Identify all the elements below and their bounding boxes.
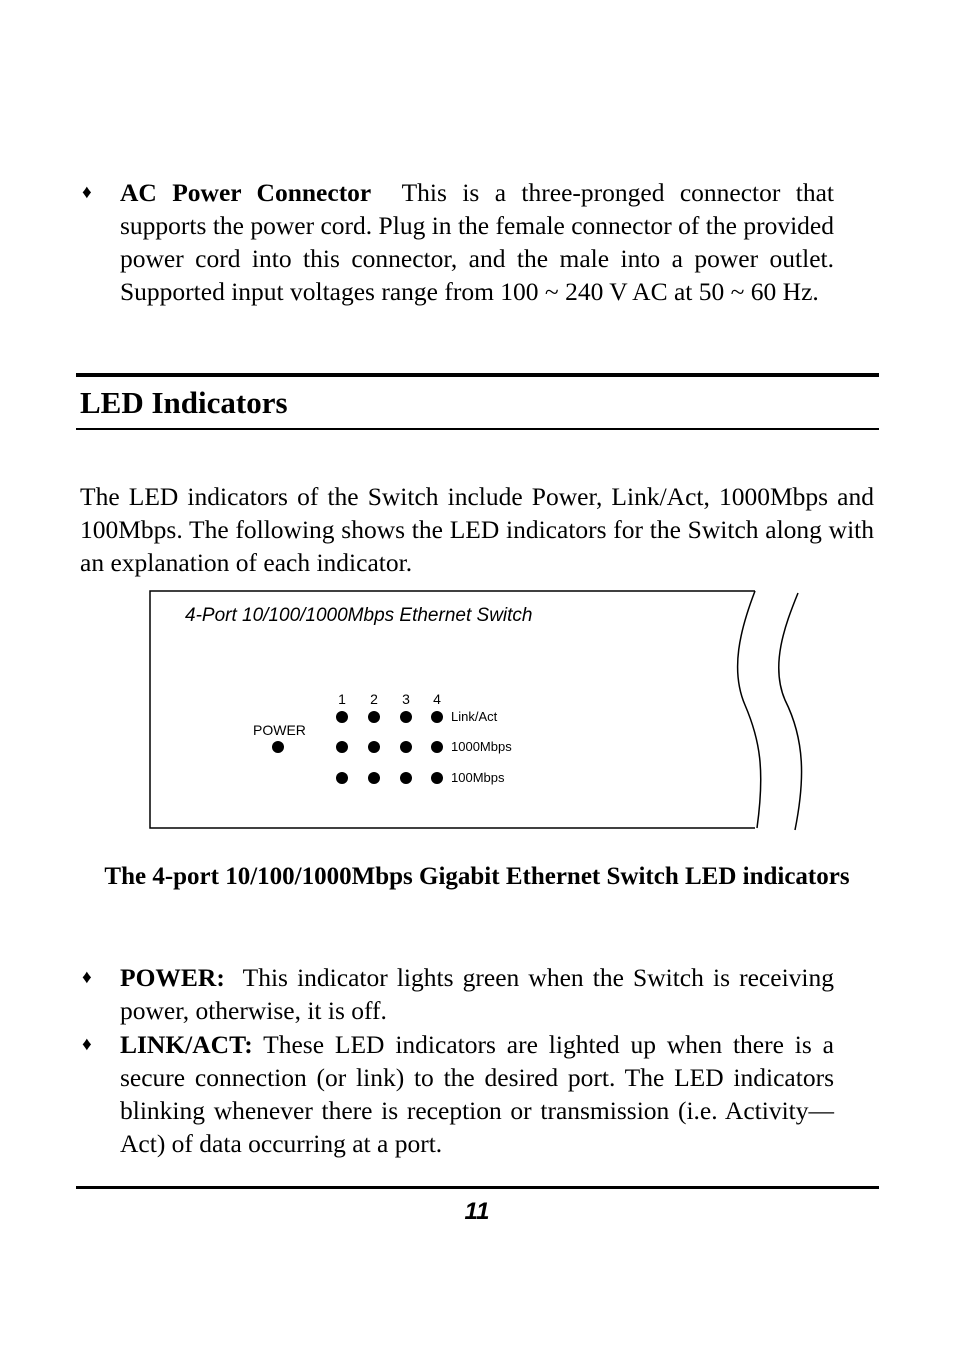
1000mbps-led (431, 741, 443, 753)
power-label: POWER (253, 722, 306, 738)
ac-power-description: This is a three-pronged connector that supports the power cord. Plug in the female connector of the provided power cord into this connector, and the male into a power outlet. Supported input voltages range from 100 ~ 240 V AC at 50 ~ 60 Hz. (120, 178, 834, 306)
100mbps-led (431, 772, 443, 784)
diamond-bullet-icon: ♦ (82, 1034, 92, 1055)
figure-caption: The 4-port 10/100/1000Mbps Gigabit Ethernet Switch LED indicators (104, 863, 850, 890)
port-number: 1 (338, 691, 346, 707)
link-act-led (431, 711, 443, 723)
power-led (272, 741, 284, 753)
link-act-description: These LED indicators are lighted up when there is a secure connection (or link) to the desired port. The LED indicators blinking whenever there is reception or transmission (i.e. Activity—Act) of data occurring at a port. (120, 1030, 834, 1158)
row-label-1000mbps: 1000Mbps (451, 739, 512, 754)
link-act-led (368, 711, 380, 723)
power-description: This indicator lights green when the Switch is receiving power, otherwise, it is off. (120, 963, 834, 1025)
break-line-left (738, 591, 761, 828)
1000mbps-led (368, 741, 380, 753)
intro-paragraph: The LED indicators of the Switch include Power, Link/Act, 1000Mbps and 100Mbps. The following shows the LED indicators for the Switch along with an explanation of each indicator. (80, 482, 874, 577)
link-act-bullet (82, 1028, 842, 1160)
100mbps-led (336, 772, 348, 784)
port-number: 2 (370, 691, 378, 707)
section-heading: LED Indicators (80, 385, 288, 420)
row-label-100mbps: 100Mbps (451, 770, 505, 785)
link-act-bullet-text (120, 1028, 834, 1160)
100mbps-led (368, 772, 380, 784)
power-bullet-text (120, 961, 834, 1027)
panel-title: 4-Port 10/100/1000Mbps Ethernet Switch (185, 605, 533, 626)
power-term: POWER: (120, 963, 225, 992)
link-act-led (336, 711, 348, 723)
1000mbps-led (400, 741, 412, 753)
ac-power-term: AC Power Connector (120, 178, 372, 207)
100mbps-led (400, 772, 412, 784)
port-number: 3 (402, 691, 410, 707)
footer-rule (76, 1186, 879, 1189)
break-line-right (779, 593, 802, 830)
led-grid (336, 711, 443, 784)
diamond-bullet-icon: ♦ (82, 967, 92, 988)
page-number: 11 (464, 1198, 490, 1225)
link-act-led (400, 711, 412, 723)
port-number: 4 (433, 691, 441, 707)
power-bullet (82, 961, 842, 1027)
1000mbps-led (336, 741, 348, 753)
row-label-link-act: Link/Act (451, 709, 498, 724)
diamond-bullet-icon: ♦ (82, 182, 92, 203)
link-act-term: LINK/ACT: (120, 1030, 253, 1059)
